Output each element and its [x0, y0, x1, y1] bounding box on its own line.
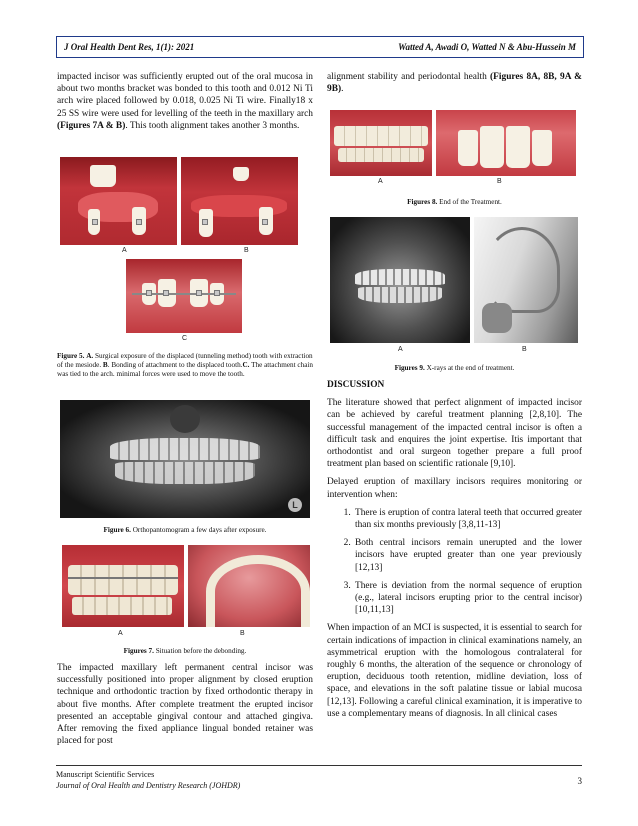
publisher: Manuscript Scientific Services [56, 770, 155, 779]
text: impacted incisor was sufficiently erupted out of the oral mucosa in about two months bracket was bonded to this tooth and 0.012 Ni Ti arch wire placed followed by 0.018, 0.025 Ni Ti wire. Finally18 x 25 SS wire were used for levelling of the teeth in the maxillary arch [57, 72, 313, 119]
panel-label: A [118, 630, 123, 637]
paragraph: The literature showed that perfect alignment of impacted incisor can be achieved by careful treatment planning [2,8,10]. The successful management of the impacted central incisor is often a difficult task and enquires the joint expertise. Itis important that orthodontist and oral surgeon together prepare a full proof treatment plan based on scientific rationale [9,10]. [327, 398, 582, 470]
paragraph: The impacted maxillary left permanent central incisor was successfully positioned into proper alignment by closed eruption technique and orthodontic traction by fixed orthodontic therapy in about five months. After complete treatment the erupted incisor presented an acceptable gingival contour and attached gingiva. After removing the fixed appliance lingual bonded retainer was placed for post [57, 663, 313, 747]
text: . This tooth alignment takes another 3 months. [125, 120, 300, 131]
panel-label: B [244, 247, 249, 254]
section-heading: DISCUSSION [327, 380, 385, 390]
paragraph: When impaction of an MCI is suspected, it is essential to search for certain indications of impaction in clinical examinations namely, an asymmetrical eruption with the homologous contralateral for roughly 6 months, the alteration of the sequence or chronology of eruption, deciduous tooth retention, midline deviation, loss of space, and elevations in the soft palatine tissue or labial mucosa [12,13]. Following a careful clinical examination, it is imperative to use a complementary means of diagnosis. In all clinical cases [327, 623, 582, 719]
caption-label: Figures 7. [123, 647, 154, 655]
criteria-list [327, 507, 582, 617]
right-column-discussion [327, 379, 582, 726]
radiograph-logo: L [288, 498, 302, 512]
page-number: 3 [577, 776, 582, 786]
caption-label: Figures 9. [394, 364, 425, 372]
panel-label: A [378, 178, 383, 185]
paragraph [327, 71, 582, 95]
panel-label: A [122, 247, 127, 254]
running-header [56, 36, 584, 58]
paragraph: Delayed eruption of maxillary incisors requires monitoring or intervention when: [327, 477, 582, 500]
photo-8b [436, 110, 576, 176]
figure-6-caption [57, 526, 313, 535]
text: Situation before the debonding. [153, 647, 247, 655]
right-column-top [327, 71, 582, 101]
figure-8-caption [327, 198, 582, 207]
photo-5a [60, 157, 177, 245]
list-item: 2. Both central incisors remain unerupted and the lower incisors have erupted greater than one year previously [12,13] [353, 537, 582, 574]
author-list: Watted A, Awadi O, Watted N & Abu-Hussein M [398, 42, 576, 52]
left-column-top [57, 71, 313, 138]
footer-journal: Journal of Oral Health and Dentistry Research (JOHDR) [56, 781, 241, 790]
list-item: 1. There is eruption of contra lateral teeth that occurred greater than six months previously [3,8,11-13] [353, 507, 582, 531]
text: Surgical exposure of the displaced (tunneling method) tooth with extraction of the mesiode. [57, 352, 313, 369]
figure-7-caption [57, 647, 313, 656]
caption-label: Figures 8. [407, 198, 438, 206]
figure-5 [60, 157, 310, 347]
page-footer [56, 765, 582, 791]
caption-label: A. [86, 352, 94, 360]
photo-6-orthopantomogram [60, 400, 310, 518]
text: . [341, 84, 344, 95]
journal-citation: J Oral Health Dent Res, 1(1): 2021 [64, 42, 195, 52]
panel-label: B [522, 346, 527, 353]
photo-5b [181, 157, 298, 245]
panel-label: A [398, 346, 403, 353]
photo-7b [188, 545, 310, 627]
left-column-bottom [57, 662, 313, 753]
text: X-rays at the end of treatment. [424, 364, 515, 372]
photo-9a-panoramic-xray [330, 217, 470, 343]
list-item: 3. There is deviation from the normal sequence of eruption (e.g., lateral incisors erupting prior to the central incisor) [10,11,13] [353, 580, 582, 617]
caption-label: C. [242, 361, 250, 369]
text: End of the Treatment. [437, 198, 502, 206]
text: Orthopantomogram a few days after exposure. [130, 526, 267, 534]
text: alignment stability and periodontal health [327, 72, 491, 82]
figure-5-caption [57, 352, 313, 379]
figure-ref: (Figures 7A & B) [57, 120, 126, 131]
photo-7a [62, 545, 184, 627]
caption-label: B [102, 361, 108, 369]
panel-label: C [182, 335, 188, 342]
figure-9-caption [327, 364, 582, 373]
panel-label: B [240, 630, 245, 637]
text: . Bonding of attachment to the displaced tooth. [107, 361, 243, 369]
photo-8a [330, 110, 432, 176]
photo-5c [126, 259, 242, 333]
photo-9b-ceph-xray [474, 217, 578, 343]
caption-label: Figure 5. [57, 352, 85, 360]
figure-ref: (Figures 8A, 8B, 9A & 9B) [327, 72, 582, 95]
paragraph [57, 71, 313, 132]
text: The attachment chain was tied to the arch. minimal forces were used to move the tooth. [57, 361, 313, 378]
panel-label: B [497, 178, 502, 185]
caption-label: Figure 6. [103, 526, 131, 534]
